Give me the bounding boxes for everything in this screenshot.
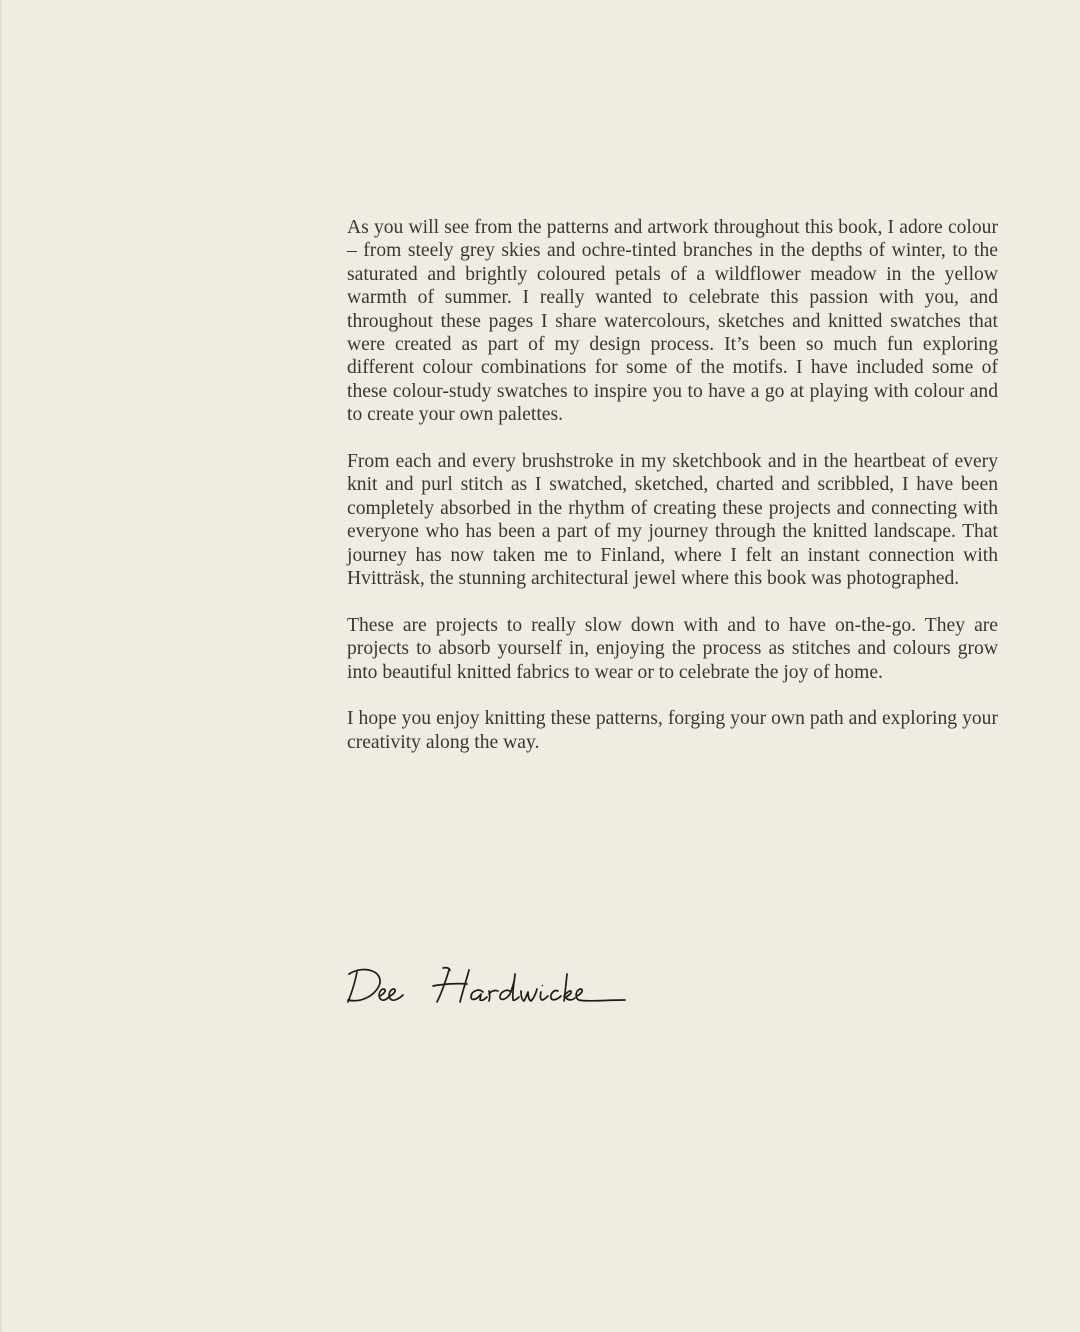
introduction-text [347,216,998,754]
author-signature [343,958,643,1018]
paragraph-3: These are projects to really slow down with and to have on-the-go. They are projects to absorb yourself in, enjoying the process as stitches and colours grow into beautiful knitted fabrics to wear or to celebrate the joy of home. [347,614,998,683]
paragraph-1: As you will see from the patterns and artwork throughout this book, I adore colour – from steely grey skies and ochre-tinted branches in the depths of winter, to the saturated and brightly coloured petals of a wildflower meadow in the yellow warmth of summer. I really wanted to celebrate this passion with you, and throughout these pages I share watercolours, sketches and knitted swatches that were created as part of my design process. It’s been so much fun exploring different colour combinations for some of the motifs. I have included some of these colour-study swatches to inspire you to have a go at playing with colour and to create your own palettes. [347,217,998,426]
signature-icon [343,958,643,1018]
paragraph-2: From each and every brushstroke in my sketchbook and in the heartbeat of every knit and purl stitch as I swatched, sketched, charted and scribbled, I have been completely absorbed in the rhythm of creating these projects and connecting with everyone who has been a part of my journey through the knitted landscape. That journey has now taken me to Finland, where I felt an instant connection with Hvitträsk, the stunning architectural jewel where this book was photographed. [347,451,998,590]
page-edge [0,0,2,1332]
paragraph-4: I hope you enjoy knitting these patterns, forging your own path and exploring your creativity along the way. [347,708,998,753]
